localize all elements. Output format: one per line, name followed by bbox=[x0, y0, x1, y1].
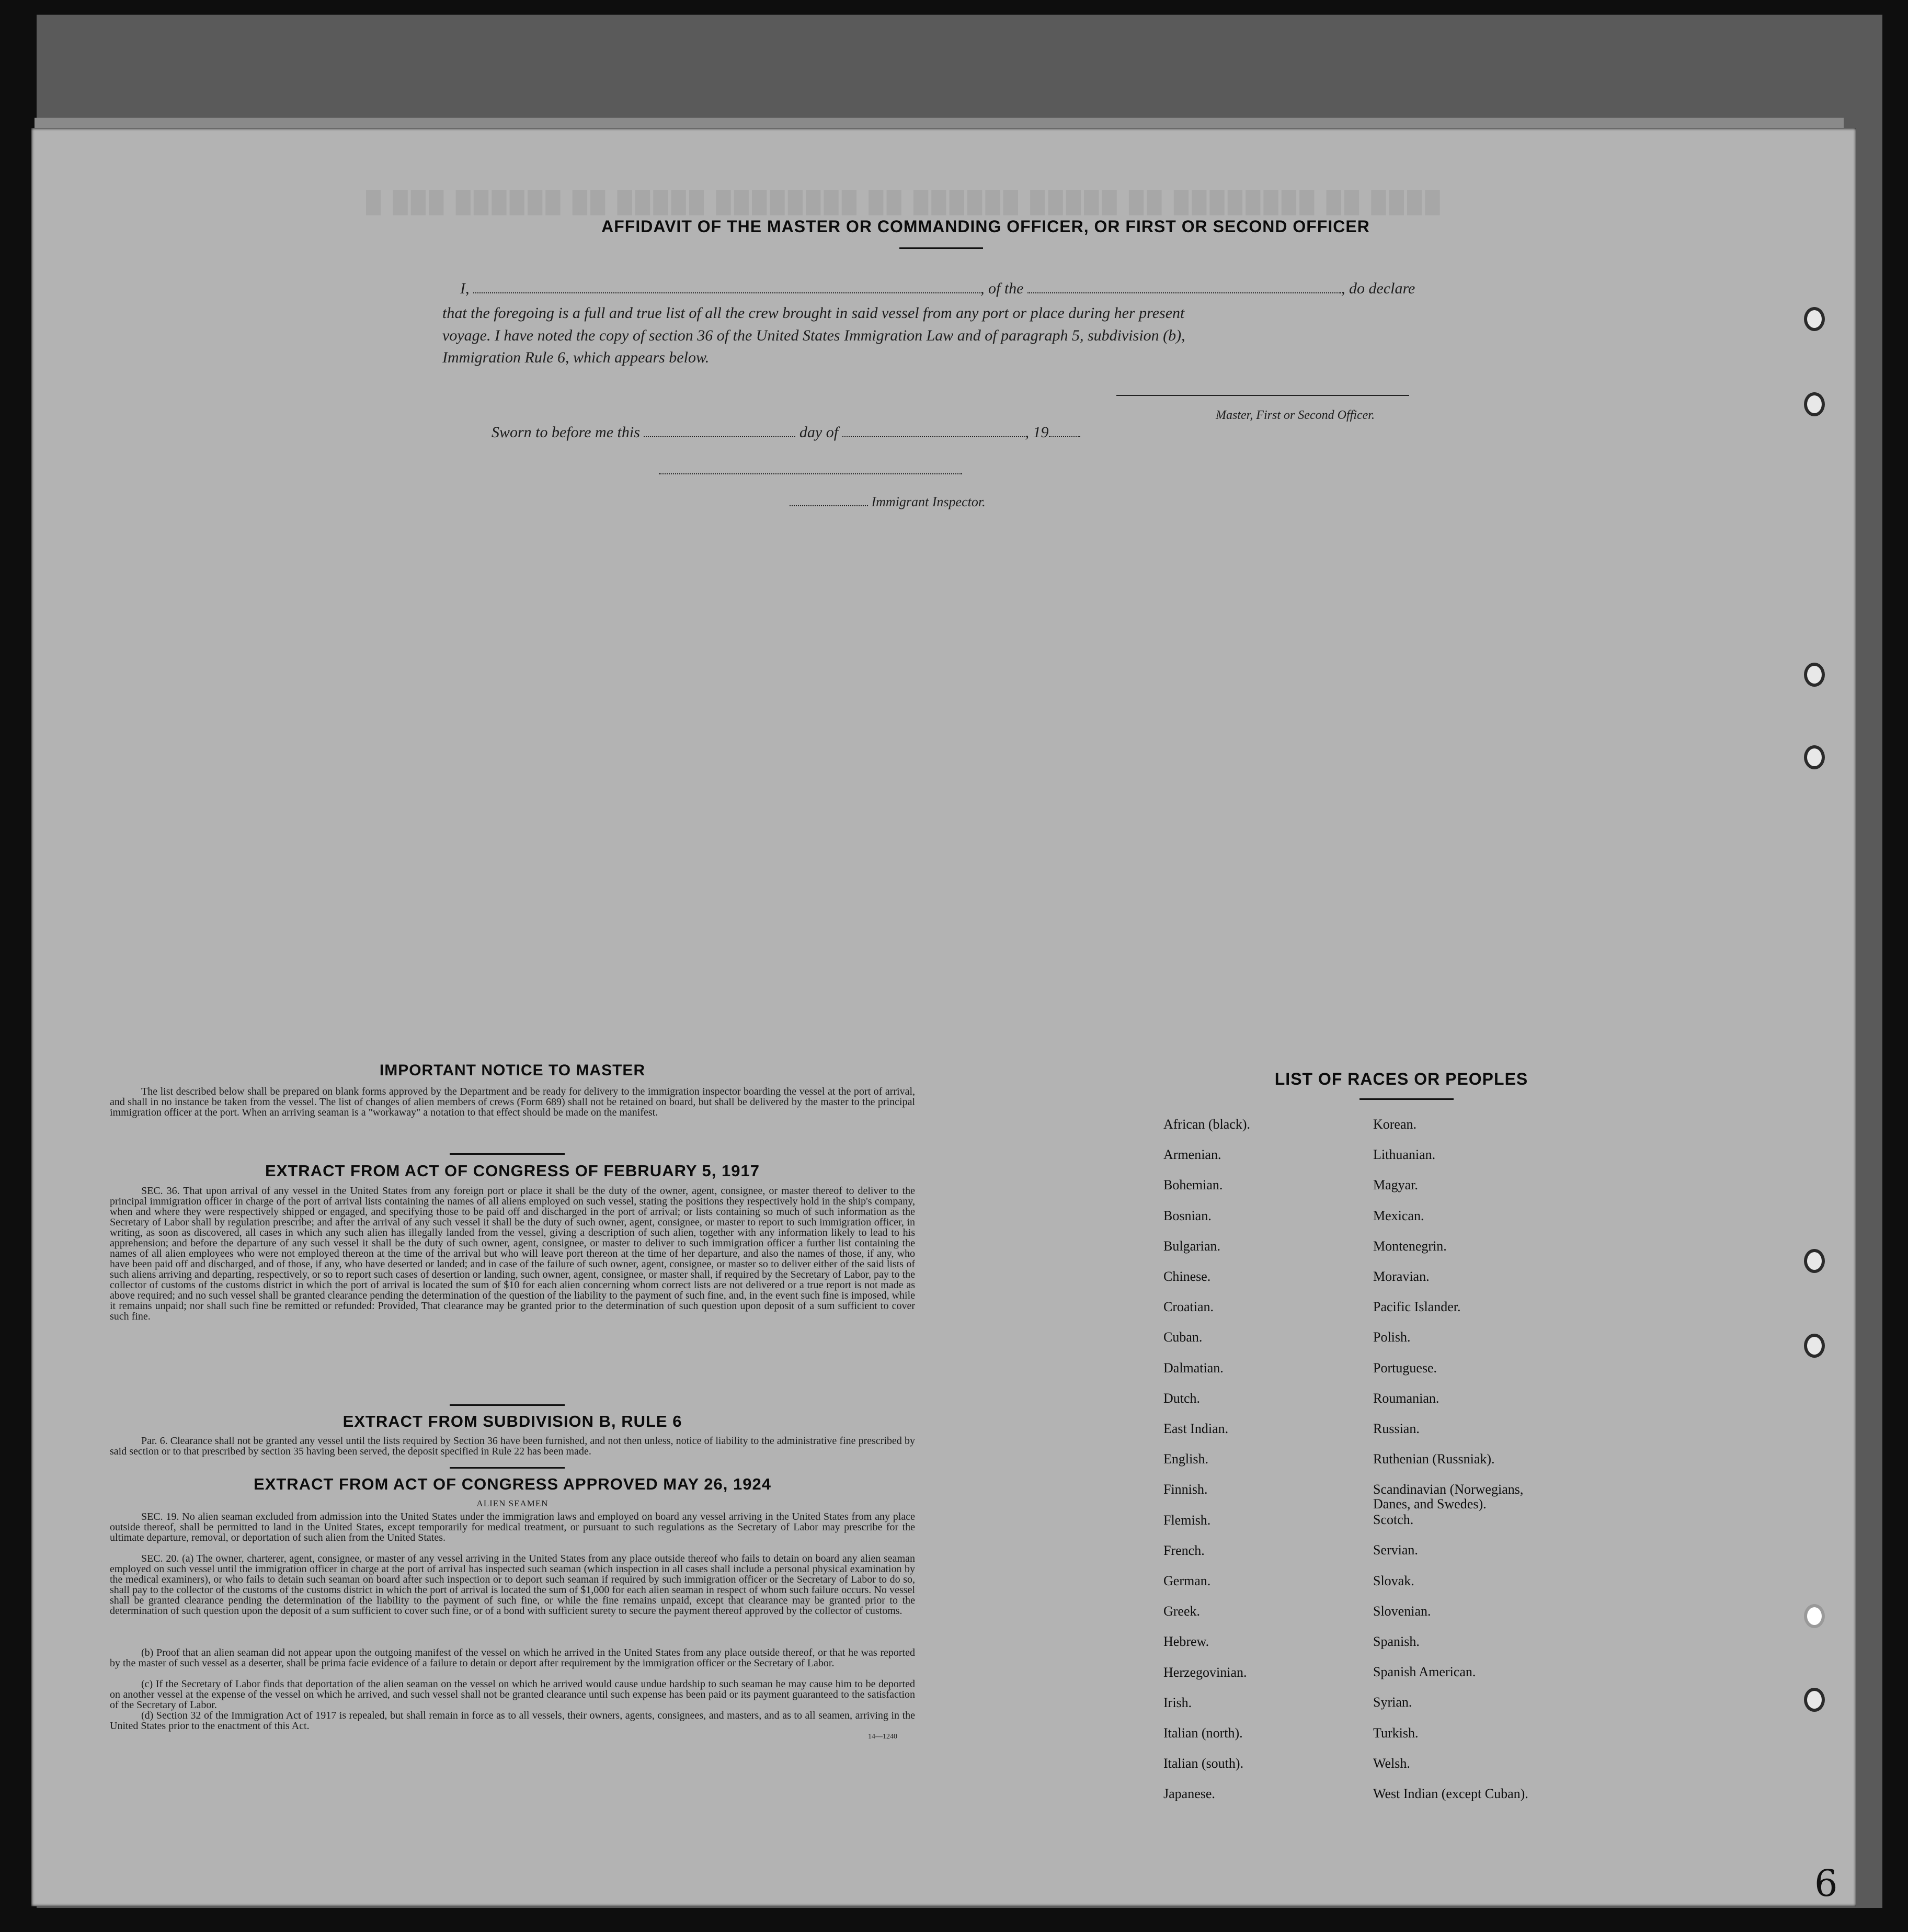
race-entry: Scotch. bbox=[1373, 1512, 1414, 1527]
affidavit-body-line3: voyage. I have noted the copy of section 36 of the United States Immigration Law and of paragraph 5, subdivision (b), bbox=[442, 327, 1185, 344]
declarant-name-field[interactable] bbox=[473, 292, 980, 293]
extract-1917-title: EXTRACT FROM ACT OF CONGRESS OF FEBRUARY 5, 1917 bbox=[265, 1162, 760, 1180]
race-entry: Chinese. bbox=[1163, 1269, 1211, 1284]
races-title: LIST OF RACES OR PEOPLES bbox=[1274, 1070, 1528, 1088]
race-entry: Bohemian. bbox=[1163, 1177, 1223, 1192]
extract-1924-title: EXTRACT FROM ACT OF CONGRESS APPROVED MAY 26, 1924 bbox=[254, 1475, 771, 1493]
inspector-signature-field[interactable] bbox=[659, 473, 962, 474]
punch-hole bbox=[1804, 1249, 1825, 1273]
race-entry: Polish. bbox=[1373, 1329, 1411, 1345]
race-entry: Portuguese. bbox=[1373, 1360, 1437, 1376]
extract-1924-rule bbox=[450, 1467, 565, 1469]
inspector-label-row bbox=[790, 494, 986, 510]
race-entry: Spanish. bbox=[1373, 1634, 1420, 1649]
race-entry: Servian. bbox=[1373, 1542, 1418, 1558]
race-entry: Flemish. bbox=[1163, 1513, 1211, 1528]
affidavit-line1 bbox=[460, 280, 1415, 298]
inspector-label: Immigrant Inspector. bbox=[871, 494, 986, 509]
race-entry: Magyar. bbox=[1373, 1177, 1418, 1192]
of-the-label: , of the bbox=[980, 280, 1024, 297]
race-entry: Scandinavian (Norwegians, bbox=[1373, 1482, 1524, 1497]
race-entry: Armenian. bbox=[1163, 1147, 1221, 1162]
sworn-year-field[interactable] bbox=[1049, 436, 1080, 437]
extract-1924-p1: SEC. 19. No alien seaman excluded from admission into the United States under the immigration laws and employed on board any vessel arriving in the United States from any place outside thereof, shall be permitted to land in the United States, except temporarily for medical treatment, or pursuant to such regulations as the Secretary of Labor may prescribe for the ultimate departure, removal, or deportation of such alien from the United States. bbox=[110, 1511, 915, 1543]
manifest-page bbox=[31, 128, 1856, 1906]
race-entry: Pacific Islander. bbox=[1373, 1299, 1461, 1314]
punch-hole bbox=[1804, 1688, 1825, 1712]
race-entry: Welsh. bbox=[1373, 1756, 1410, 1771]
race-entry: Dalmatian. bbox=[1163, 1360, 1224, 1376]
bleed-through-heading: █ ███ ██████ ██ █████ ████████ ██ ██████ █████ ██ ████████ ██ ████ bbox=[366, 191, 1443, 214]
affidavit-title-rule bbox=[899, 247, 983, 249]
race-entry: Slovenian. bbox=[1373, 1604, 1431, 1619]
affidavit-body-line2: that the foregoing is a full and true list of all the crew brought in said vessel from any port or place during her present bbox=[442, 304, 1185, 322]
affidavit-title: AFFIDAVIT OF THE MASTER OR COMMANDING OFFICER, OR FIRST OR SECOND OFFICER bbox=[601, 217, 1370, 236]
declare-label: , do declare bbox=[1341, 280, 1415, 297]
notice-title: IMPORTANT NOTICE TO MASTER bbox=[379, 1062, 646, 1079]
race-entry: Danes, and Swedes). bbox=[1373, 1496, 1487, 1511]
extract-1924-p5: (d) Section 32 of the Immigration Act of 1917 is repealed, but shall remain in force as to all vessels, their owners, agents, consignees, and masters, and as to all seamen, arriving in the United States prior to the enactment of this Act. bbox=[110, 1710, 915, 1732]
i-label: I, bbox=[460, 280, 470, 297]
punch-hole bbox=[1804, 307, 1825, 331]
extract-1917-rule bbox=[450, 1153, 565, 1155]
race-entry: Montenegrin. bbox=[1373, 1238, 1447, 1254]
affidavit-body-line4: Immigration Rule 6, which appears below. bbox=[442, 349, 710, 366]
vessel-name-field[interactable] bbox=[1027, 292, 1341, 293]
extract-1917-text: SEC. 36. That upon arrival of any vessel in the United States from any foreign port or place it shall be the duty of the owner, agent, consignee, or master thereof to deliver to the principal immigration officer in charge of the port of arrival lists containing the names of all aliens employed on such vessel, stating the positions they respectively hold in the ship's company, when and where they were respectively shipped or engaged, and specifying those to be paid off and discharged in the port of arrival; or lists containing so much of such information as the Secretary of Labor shall by regulation prescribe; and after the arrival of any such vessel it shall be the duty of such owner, agent, consignee, or master to report to such immigration officer, in writing, as soon as discovered, all cases in which any such alien has illegally landed from the vessel, giving a description of such alien, together with any information likely to lead to his apprehension; and before the departure of any such vessel it shall be the duty of such owner, agent, consignee, or master to deliver to such immigration officer a further list containing the names of all alien employees who were not employed thereon at the time of the arrival but who will leave port thereon at the time of her departure, and also the names of those, if any, who have been paid off and discharged, and of those, if any, who have deserted or landed; and in case of the failure of such owner, agent, consignee, or master so to deliver either of the said lists of such aliens arriving and departing, respectively, or so to report such cases of desertion or landing, such owner, agent, consignee, or master shall, if required by the Secretary of Labor, pay to the collector of customs of the customs district in which the port of arrival is located the sum of $10 for each alien concerning whom correct lists are not delivered or a true report is not made as above required; and no such vessel shall be granted clearance pending the determination of the question of the liability to the payment of such fine, and, in the event such fine is imposed, while it remains unpaid; nor shall such fine be remitted or refunded: Provided, That clearance may be granted prior to the determination of such question upon deposit of a sum sufficient to cover such fine. bbox=[110, 1185, 915, 1322]
race-entry: Japanese. bbox=[1163, 1786, 1215, 1801]
extract-1924-p4: (c) If the Secretary of Labor finds that deportation of the alien seaman on the vessel on which he arrived would cause undue hardship to such seaman he may cause him to be deported on another vessel at the expense of the vessel on which he arrived, and such vessel shall not be granted clearance until such expense has been paid or its payment guaranteed to the satisfaction of the Secretary of Labor. bbox=[110, 1678, 915, 1711]
race-entry: German. bbox=[1163, 1573, 1211, 1588]
race-entry: Italian (south). bbox=[1163, 1756, 1244, 1771]
race-entry: Irish. bbox=[1163, 1695, 1192, 1710]
race-entry: Italian (north). bbox=[1163, 1725, 1243, 1741]
race-entry: English. bbox=[1163, 1451, 1208, 1467]
race-entry: Spanish American. bbox=[1373, 1664, 1476, 1679]
sworn-year: , 19 bbox=[1025, 424, 1049, 441]
inspector-line bbox=[790, 505, 868, 506]
race-entry: Greek. bbox=[1163, 1604, 1201, 1619]
race-entry: Roumanian. bbox=[1373, 1391, 1439, 1406]
race-entry: Bosnian. bbox=[1163, 1208, 1212, 1223]
rule6-text: Par. 6. Clearance shall not be granted any vessel until the lists required by Section 36 have been furnished, and not then unless, notice of liability to the administrative fine prescribed by said section or to that prescribed by section 35 having been served, the deposit specified in Rule 22 has been made. bbox=[110, 1435, 915, 1457]
notice-text: The list described below shall be prepared on blank forms approved by the Department and be ready for delivery to the immigration inspector boarding the vessel at the port of arrival, and shall in no instance be taken from the vessel. The list of changes of alien members of crews (Form 689) shall not be retained on board, but shall be delivered by the master to the principal immigration officer at the port. When an arriving seaman is a "workaway" a notation to that effect should be made on the manifest. bbox=[110, 1086, 915, 1118]
race-entry: West Indian (except Cuban). bbox=[1373, 1786, 1528, 1801]
race-entry: Hebrew. bbox=[1163, 1634, 1209, 1649]
race-entry: Dutch. bbox=[1163, 1391, 1201, 1406]
master-signature-label: Master, First or Second Officer. bbox=[1216, 408, 1375, 422]
race-entry: Russian. bbox=[1373, 1421, 1420, 1436]
sworn-month-field[interactable] bbox=[842, 436, 1025, 437]
races-title-rule bbox=[1359, 1098, 1454, 1100]
race-entry: Croatian. bbox=[1163, 1299, 1214, 1314]
sworn-dayof: day of bbox=[799, 424, 839, 441]
extract-1924-p2: SEC. 20. (a) The owner, charterer, agent, consignee, or master of any vessel arriving in the United States from any place outside thereof who fails to detain on board any alien seaman employed on such vessel until the immigration officer in charge at the port of arrival has inspected such seaman (which inspection in all cases shall include a personal physical examination by the medical examiners), or who fails to detain such seaman on board after such inspection or to deport such seaman if required by such immigration officer or the Secretary of Labor to do so, shall pay to the collector of the customs of the customs district in which the port of arrival is located the sum of $1,000 for each alien seaman in respect of whom such failure occurs. No vessel shall be granted clearance pending the determination of the liability to the payment of such fine, or while the fine remains unpaid, except that clearance may be granted prior to the determination of such question upon the deposit of a sum sufficient to cover such fine, or of a bond with sufficient surety to secure the payment thereof approved by the collector of customs. bbox=[110, 1553, 915, 1617]
race-entry: Finnish. bbox=[1163, 1482, 1208, 1497]
race-entry: Cuban. bbox=[1163, 1329, 1203, 1345]
punch-hole bbox=[1804, 745, 1825, 769]
race-entry: French. bbox=[1163, 1543, 1205, 1558]
rule6-title: EXTRACT FROM SUBDIVISION B, RULE 6 bbox=[342, 1412, 682, 1430]
alien-seamen-subtitle: ALIEN SEAMEN bbox=[476, 1498, 549, 1508]
race-entry: Turkish. bbox=[1373, 1725, 1419, 1741]
race-entry: Korean. bbox=[1373, 1117, 1417, 1132]
rule6-rule bbox=[450, 1404, 565, 1406]
race-entry: Herzegovinian. bbox=[1163, 1665, 1247, 1680]
race-entry: Bulgarian. bbox=[1163, 1238, 1221, 1254]
sworn-prefix: Sworn to before me this bbox=[492, 424, 640, 441]
master-signature-field[interactable] bbox=[1116, 395, 1409, 396]
punch-hole bbox=[1804, 1334, 1825, 1358]
sworn-day-field[interactable] bbox=[644, 436, 795, 437]
form-number: 14—1240 bbox=[868, 1733, 897, 1741]
race-entry: Mexican. bbox=[1373, 1208, 1424, 1223]
punch-hole bbox=[1804, 1604, 1825, 1628]
race-entry: Moravian. bbox=[1373, 1269, 1430, 1284]
race-entry: Syrian. bbox=[1373, 1695, 1412, 1710]
sworn-line bbox=[492, 424, 1080, 441]
extract-1924-p3: (b) Proof that an alien seaman did not appear upon the outgoing manifest of the vessel on which he arrived in the United States from any place outside thereof, or that he was reported by the master of such vessel as a deserter, shall be prima facie evidence of a failure to detain or deport after requirement by the immigration officer or the Secretary of Labor. bbox=[110, 1647, 915, 1669]
race-entry: East Indian. bbox=[1163, 1421, 1229, 1436]
race-entry: African (black). bbox=[1163, 1117, 1251, 1132]
race-entry: Ruthenian (Russniak). bbox=[1373, 1451, 1495, 1467]
race-entry: Lithuanian. bbox=[1373, 1147, 1436, 1162]
punch-hole bbox=[1804, 392, 1825, 416]
punch-hole bbox=[1804, 663, 1825, 687]
handwritten-page-number: 6 bbox=[1814, 1862, 1838, 1905]
race-entry: Slovak. bbox=[1373, 1573, 1414, 1588]
